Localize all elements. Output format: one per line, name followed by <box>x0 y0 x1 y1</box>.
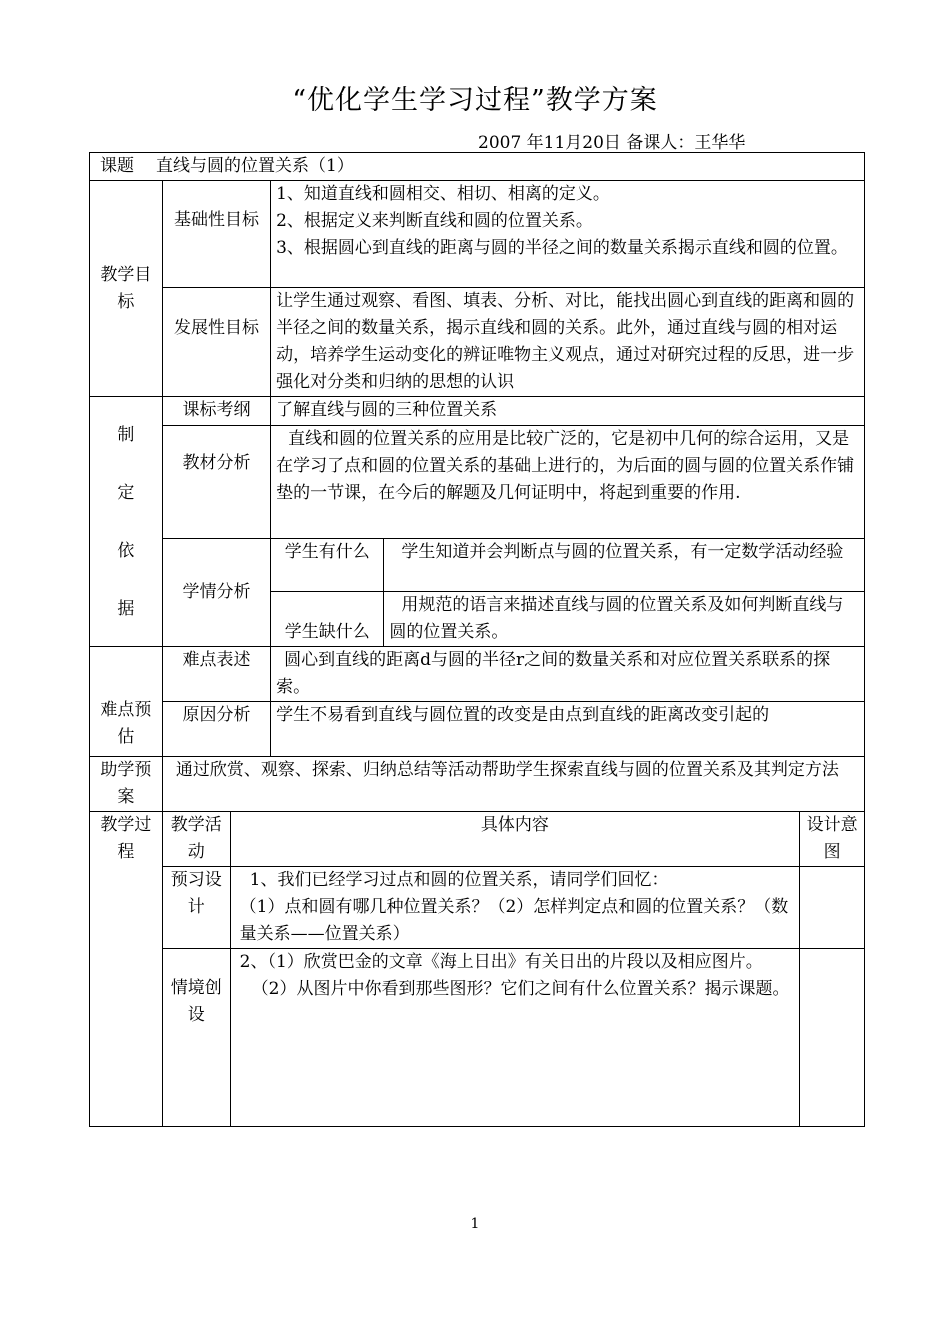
help-content: 通过欣赏、观察、探索、归纳总结等活动帮助学生探索直线与圆的位置关系及其判定方法 <box>162 757 864 812</box>
activity-header: 教学活动 <box>162 812 230 867</box>
document-meta: 2007 年11月20日 备课人：王华华 <box>478 133 746 153</box>
difficulty-desc-content: 圆心到直线的距离d与圆的半径r之间的数量关系和对应位置关系联系的探索。 <box>271 647 865 702</box>
scene-line: （2）从图片中你看到那些图形？它们之间有什么位置关系？揭示课题。 <box>251 979 790 999</box>
difficulty-reason-content: 学生不易看到直线与圆位置的改变是由点到直线的距离改变引起的 <box>271 702 865 757</box>
basic-goal-label: 基础性目标 <box>162 181 270 288</box>
basis-label-char: 定 <box>117 482 135 503</box>
textbook-content: 直线和圆的位置关系的应用是比较广泛的，它是初中几何的综合运用，又是在学习了点和圆的位置关系的基础上进行的，为后面的圆与圆的位置关系作铺垫的一节课，在今后的解题及几何证明中，将起到重要的作用. <box>271 426 865 539</box>
topic-label: 课题 <box>100 156 134 176</box>
basic-goal-content <box>271 181 865 288</box>
page-number: 1 <box>470 1216 480 1232</box>
process-label: 教学过程 <box>90 812 163 1127</box>
difficulty-reason-row <box>90 702 865 757</box>
development-goal-row <box>90 288 865 397</box>
document-title: “优化学生学习过程”教学方案 <box>292 85 658 116</box>
student-have-row <box>90 539 865 592</box>
scene-label: 情境创设 <box>162 949 230 1127</box>
preview-row <box>90 867 865 949</box>
topic-row <box>90 153 865 181</box>
difficulty-desc-row <box>90 647 865 702</box>
content-header: 具体内容 <box>230 812 800 867</box>
topic-value: 直线与圆的位置关系（1） <box>156 156 354 176</box>
help-row <box>90 757 865 812</box>
basic-goal-line: 3、根据圆心到直线的距离与圆的半径之间的数量关系揭示直线和圆的位置。 <box>276 238 848 258</box>
scene-line: 2、（1）欣赏巴金的文章《海上日出》有关日出的片段以及相应图片。 <box>239 952 763 972</box>
basic-goal-line: 2、根据定义来判断直线和圆的位置关系。 <box>276 211 593 231</box>
scene-intent <box>800 949 865 1127</box>
preview-content <box>230 867 800 949</box>
preview-label: 预习设计 <box>162 867 230 949</box>
basis-label <box>90 397 163 647</box>
textbook-label: 教材分析 <box>162 426 270 539</box>
topic-cell <box>90 153 865 181</box>
preview-line: 1、我们已经学习过点和圆的位置关系，请同学们回忆： <box>249 870 669 890</box>
scene-content <box>230 949 800 1127</box>
intent-header: 设计意图 <box>800 812 865 867</box>
syllabus-row <box>90 397 865 426</box>
student-analysis-label: 学情分析 <box>162 539 270 647</box>
student-lack-content: 用规范的语言来描述直线与圆的位置关系及如何判断直线与圆的位置关系。 <box>384 592 865 647</box>
help-label: 助学预案 <box>90 757 163 812</box>
textbook-row <box>90 426 865 539</box>
preview-intent <box>800 867 865 949</box>
syllabus-content: 了解直线与圆的三种位置关系 <box>271 397 865 426</box>
basic-goal-row <box>90 181 865 288</box>
difficulty-label: 难点预估 <box>90 647 163 757</box>
difficulty-reason-label: 原因分析 <box>162 702 270 757</box>
difficulty-desc-label: 难点表述 <box>162 647 270 702</box>
preview-line: （1）点和圆有哪几种位置关系？（2）怎样判定点和圆的位置关系？（数量关系——位置关系） <box>239 897 789 944</box>
development-goal-label: 发展性目标 <box>162 288 270 397</box>
basis-label-char: 依 <box>117 540 135 561</box>
process-header-row <box>90 812 865 867</box>
development-goal-content: 让学生通过观察、看图、填表、分析、对比，能找出圆心到直线的距离和圆的半径之间的数量关系，揭示直线和圆的关系。此外，通过直线与圆的相对运动，培养学生运动变化的辨证唯物主义观点，通过对研究过程的反思，进一步强化对分类和归纳的思想的认识 <box>271 288 865 397</box>
basis-label-char: 制 <box>117 424 135 445</box>
scene-row <box>90 949 865 1127</box>
basic-goal-line: 1、知道直线和圆相交、相切、相离的定义。 <box>276 184 610 204</box>
teaching-goal-label: 教学目标 <box>90 181 163 397</box>
lesson-plan-table <box>89 152 865 1127</box>
student-have-label: 学生有什么 <box>271 539 384 592</box>
student-have-content: 学生知道并会判断点与圆的位置关系，有一定数学活动经验 <box>384 539 865 592</box>
basis-label-char: 据 <box>117 598 135 619</box>
syllabus-label: 课标考纲 <box>162 397 270 426</box>
student-lack-label: 学生缺什么 <box>271 592 384 647</box>
